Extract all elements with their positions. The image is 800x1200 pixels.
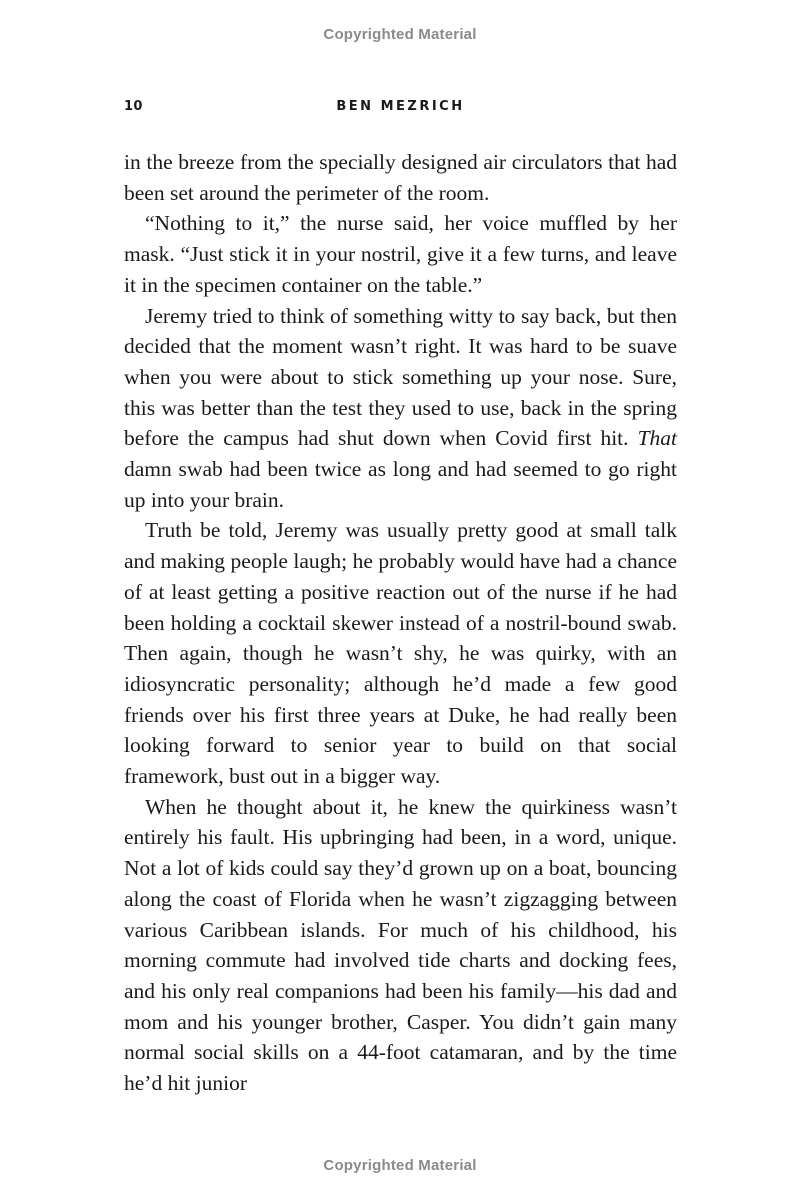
emphasis-text: That bbox=[637, 426, 677, 451]
page-number: 10 bbox=[124, 99, 143, 114]
paragraph bbox=[124, 301, 677, 516]
copyright-watermark-bottom: Copyrighted Material bbox=[323, 1157, 477, 1174]
paragraph-text: Jeremy tried to think of something witty to say back, but then decided that the moment wasn’t right. It was hard to be suave when you were about to stick something up your nose. Sure, this was better than the test they used to use, back in the spring before the campus had shut down when Covid first hit. bbox=[124, 303, 677, 451]
paragraph: Truth be told, Jeremy was usually pretty good at small talk and making people laugh; he probably would have had a chance of at least getting a positive reaction out of the nurse if he had been holding a cocktail skewer instead of a nostril-bound swab. Then again, though he wasn’t shy, he was quirky, with an idiosyncratic personality; although he’d made a few good friends over his first three years at Duke, he had really been looking forward to senior year to build on that social framework, bust out in a bigger way. bbox=[124, 518, 677, 789]
paragraph: in the breeze from the specially designed air circulators that had been set around the perimeter of the room. bbox=[124, 150, 677, 205]
paragraph: “Nothing to it,” the nurse said, her voice muffled by her mask. “Just stick it in your nostril, give it a few turns, and leave it in the specimen container on the table.” bbox=[124, 211, 677, 297]
paragraph-text: damn swab had been twice as long and had seemed to go right up into your brain. bbox=[124, 457, 677, 512]
body-text bbox=[124, 147, 677, 1099]
paragraph: When he thought about it, he knew the quirkiness wasn’t entirely his fault. His upbringing had been, in a word, unique. Not a lot of kids could say they’d grown up on a boat, bouncing along the coast of Florida when he wasn’t zigzagging between various Caribbean islands. For much of his childhood, his morning commute had involved tide charts and docking fees, and his only real companions had been his family—his dad and mom and his younger brother, Casper. You didn’t gain many normal social skills on a 44-foot catamaran, and by the time he’d hit junior bbox=[124, 794, 677, 1096]
running-head-author: BEN MEZRICH bbox=[336, 99, 465, 114]
copyright-watermark-top: Copyrighted Material bbox=[323, 26, 477, 43]
page-header bbox=[124, 99, 677, 119]
